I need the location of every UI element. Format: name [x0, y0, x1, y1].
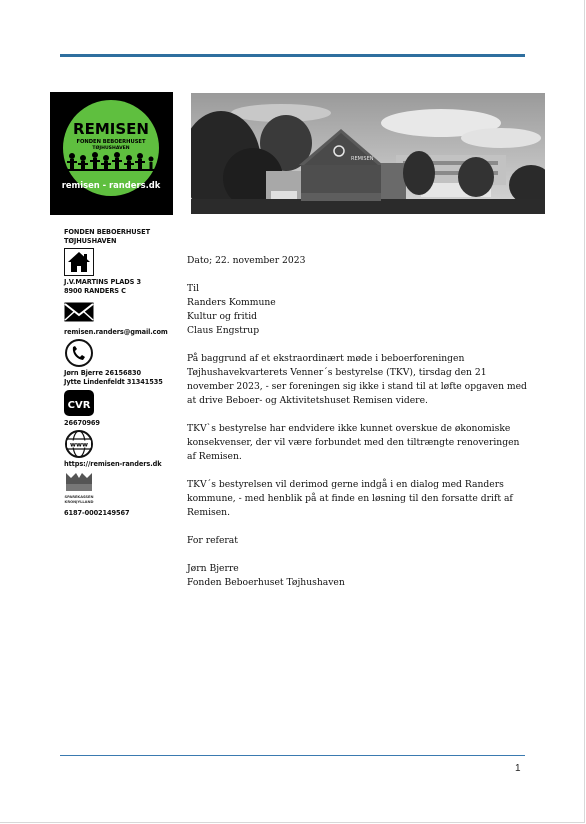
org-name-line1: FONDEN BEBOERHUSET — [64, 228, 150, 236]
signature-org: Fonden Beboerhuset Tøjhushaven — [187, 577, 345, 588]
phone-icon — [64, 339, 94, 367]
building-photo-graphic — [191, 93, 545, 214]
address-line1: J.V.MARTINS PLADS 3 — [64, 278, 142, 286]
logo-subtitle-1: FONDEN BEBOERHUSET — [76, 139, 146, 145]
org-name-line2: TØJHUSHAVEN — [64, 237, 117, 245]
recipient-line1: Randers Kommune — [187, 297, 276, 308]
bank-label-1: SPAREKASSEN — [64, 495, 94, 499]
logo-title: REMISEN — [73, 120, 149, 138]
signature-name: Jørn Bjerre — [187, 563, 239, 574]
envelope-icon — [64, 298, 94, 326]
logo-website: remisen - randers.dk — [61, 180, 161, 190]
bank-account: 6187-0002149567 — [64, 509, 130, 517]
remisen-logo — [50, 92, 173, 215]
para1-line2: Tøjhushavekvarterets Venner´s bestyrelse (TKV), tirsdag den 21 — [187, 367, 487, 378]
page-number: 1 — [515, 763, 521, 774]
para3-line2: kommune, - med henblik på at finde en løsning til den forsatte drift af — [187, 493, 513, 504]
para2-line3: af Remisen. — [187, 451, 242, 462]
footer-rule — [60, 755, 525, 756]
building-sign: REMISEN — [351, 156, 374, 162]
cvr-number: 26670969 — [64, 419, 100, 427]
recipient-line2: Kultur og fritid — [187, 311, 258, 322]
bank-icon — [64, 471, 94, 507]
contact-sidebar — [64, 228, 174, 518]
cvr-label: CVR — [67, 400, 91, 411]
building-photo — [191, 93, 545, 214]
home-icon — [64, 248, 94, 276]
www-label: www — [69, 440, 89, 449]
closing: For referat — [187, 535, 238, 546]
website-url: https://remisen-randers.dk — [64, 460, 162, 468]
header-rule — [60, 54, 525, 57]
recipient-line3: Claus Engstrup — [187, 325, 260, 336]
cvr-icon — [64, 389, 94, 417]
letter-body — [187, 254, 532, 590]
phone-line2: Jytte Lindenfeldt 31341535 — [64, 378, 163, 386]
para3-line3: Remisen. — [187, 507, 230, 518]
logo-subtitle-2: TØJHUSHAVEN — [92, 146, 130, 151]
email-address: remisen.randers@gmail.com — [64, 328, 168, 336]
letter-date: Dato; 22. november 2023 — [187, 255, 306, 266]
bank-label-2: KRONJYLLAND — [64, 500, 94, 504]
globe-icon — [64, 430, 94, 458]
para1-line3: november 2023, - ser foreningen sig ikke i stand til at løfte opgaven med — [187, 381, 527, 392]
para3-line1: TKV´s bestyrelsen vil derimod gerne indgå i en dialog med Randers — [187, 479, 504, 490]
address-line2: 8900 RANDERS C — [64, 287, 126, 295]
para2-line1: TKV`s bestyrelse har endvidere ikke kunnet overskue de økonomiske — [187, 423, 511, 434]
logo-graphic — [50, 92, 173, 215]
para2-line2: konsekvenser, der vil være forbundet med den tiltrængte renoveringen — [187, 437, 520, 448]
para1-line4: at drive Beboer- og Aktivitetshuset Remisen videre. — [187, 395, 428, 406]
letter-to: Til — [187, 283, 200, 294]
para1-line1: På baggrund af et ekstraordinært møde i beboerforeningen — [187, 353, 465, 364]
phone-line1: Jørn Bjerre 26156830 — [64, 369, 141, 377]
